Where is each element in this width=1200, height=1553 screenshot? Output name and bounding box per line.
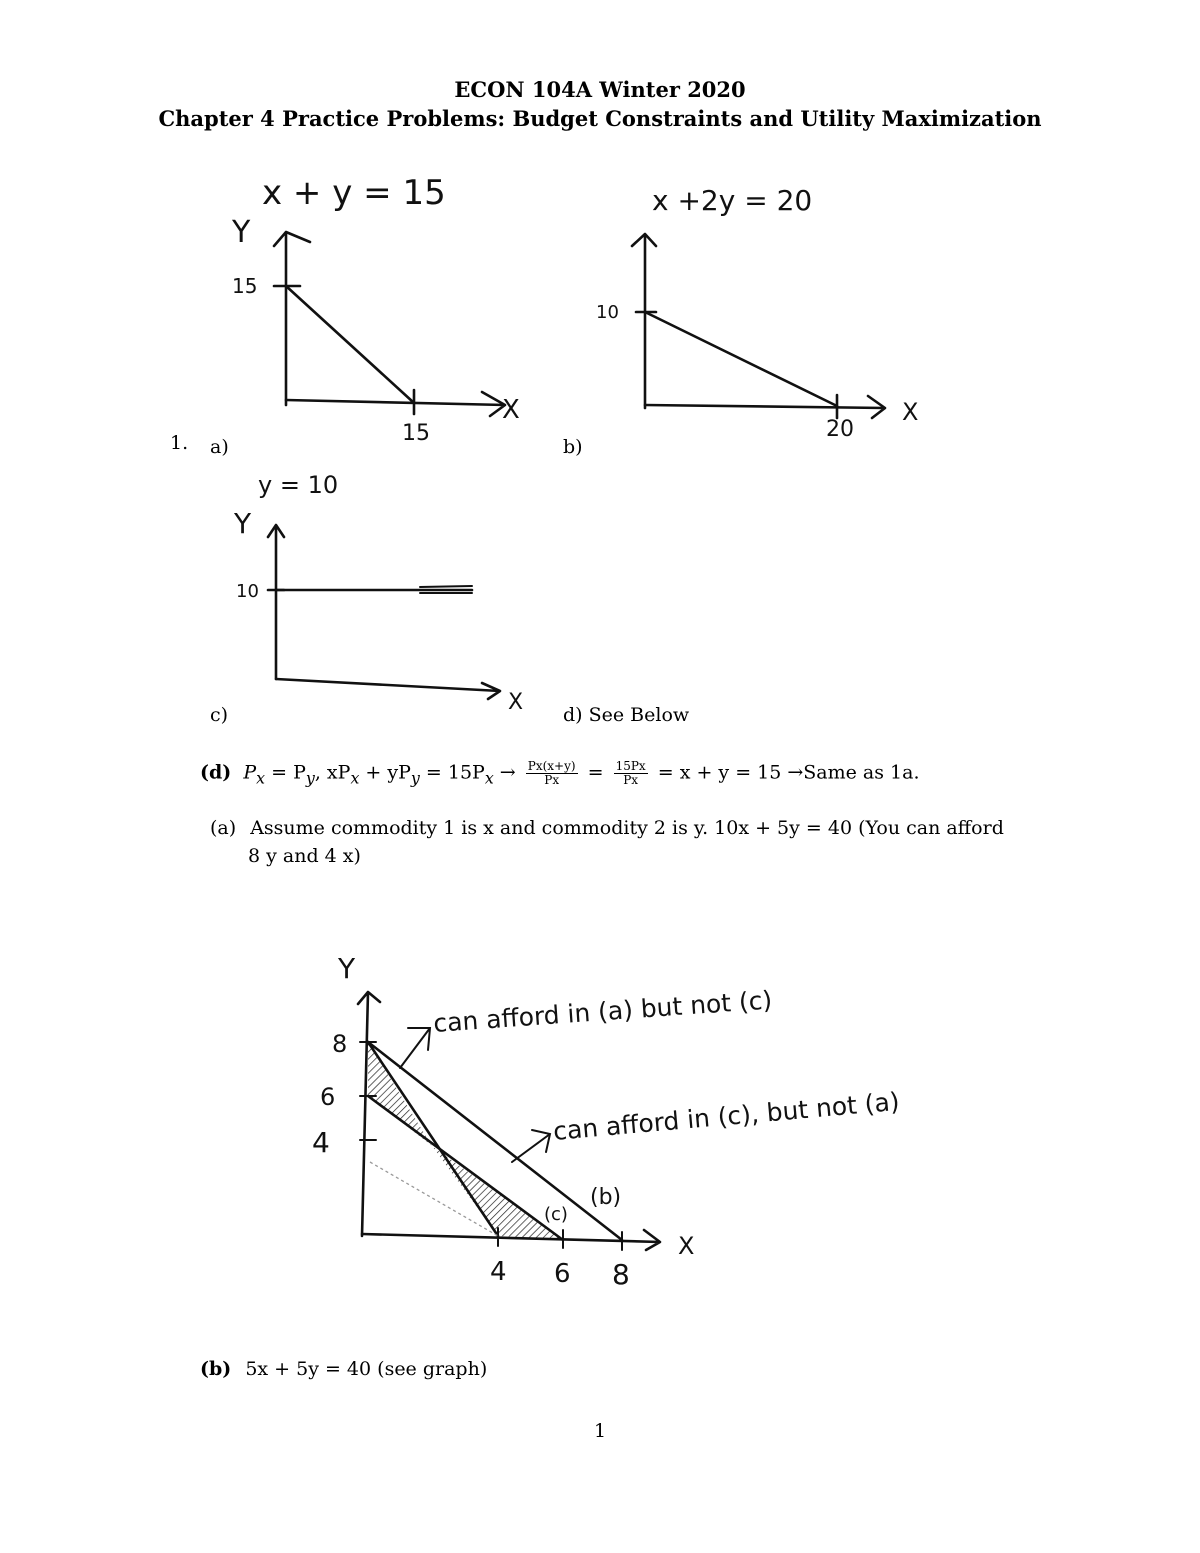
q1-number: 1.: [170, 432, 189, 454]
answer-a-text-line1: Assume commodity 1 is x and commodity 2 is y. 10x + 5y = 40 (You can afford: [250, 817, 1004, 839]
graph-b-y-axis: [632, 234, 656, 408]
graph-a-x-axis: [286, 392, 505, 416]
graph-a: [220, 170, 530, 450]
label-c: (c): [544, 1204, 568, 1225]
header-subtitle: Chapter 4 Practice Problems: Budget Constraints and Utility Maximization: [158, 106, 1042, 131]
graph-b-budget-line: [645, 312, 837, 406]
fraction-denominator: Px: [544, 773, 560, 787]
graph-c-x-axis: [276, 679, 500, 699]
graph-a-y-tick-label: 15: [232, 274, 258, 298]
answer-d-sub: x: [484, 768, 494, 788]
graph-a-label: a): [210, 436, 229, 458]
graph-b-x-tick-label: 20: [826, 417, 854, 442]
graph-b: [590, 180, 930, 450]
graph-c-y-axis-label: Y: [234, 507, 252, 540]
big-graph: [300, 950, 920, 1290]
graph-c-y-axis: [268, 525, 284, 679]
answer-d: [200, 760, 920, 787]
annotation-mid: can afford in (c), but not (a): [551, 1086, 901, 1146]
answer-d-seg1: P: [243, 761, 257, 784]
big-graph-y-tick-4: 4: [312, 1126, 330, 1159]
answer-b: [200, 1358, 487, 1380]
big-graph-y-axis: [358, 992, 380, 1236]
answer-d-seg6: = x + y = 15 →Same as 1a.: [651, 761, 920, 784]
graph-a-y-axis: [274, 232, 310, 405]
answer-d-seg3: , xP: [314, 761, 351, 784]
annotation-top-arrow: [400, 1028, 430, 1068]
fraction-numerator: Px(x+y): [527, 759, 576, 773]
big-graph-x-tick-6: 6: [554, 1259, 571, 1289]
graph-c-equation: y = 10: [258, 471, 339, 499]
big-graph-y-axis-label: Y: [338, 952, 356, 985]
answer-d-arrow: →: [493, 761, 522, 784]
graph-c-x-axis-label: X: [508, 690, 524, 715]
header-course: ECON 104A Winter 2020: [454, 77, 746, 102]
fraction-denominator: Px: [623, 773, 639, 787]
graph-b-x-axis: [645, 396, 885, 418]
graph-a-y-axis-label: Y: [232, 215, 251, 250]
answer-d-sub: y: [305, 768, 315, 788]
graph-b-label: b): [563, 436, 583, 458]
big-graph-y-tick-6: 6: [320, 1083, 336, 1111]
graph-a-x-axis-label: X: [502, 395, 520, 425]
answer-d-sub: x: [256, 768, 266, 788]
graph-a-budget-line: [286, 286, 413, 402]
big-graph-x-tick-4: 4: [490, 1257, 507, 1287]
graph-c: [220, 465, 540, 715]
answer-d-label: (d): [200, 761, 232, 784]
answer-d-equals: =: [581, 761, 610, 784]
annotation-top: can afford in (a) but not (c): [432, 985, 774, 1038]
budget-line-a: [368, 1042, 498, 1236]
part-d-note: d) See Below: [563, 704, 690, 726]
answer-b-label: (b): [200, 1358, 232, 1380]
fraction-numerator: 15Px: [615, 759, 646, 773]
graph-a-equation: x + y = 15: [262, 173, 446, 213]
graph-a-x-tick-label: 15: [402, 421, 430, 446]
label-b: (b): [590, 1185, 622, 1210]
graph-b-equation: x +2y = 20: [652, 184, 813, 217]
page-number: 1: [593, 1420, 607, 1442]
answer-d-seg4: + yP: [359, 761, 411, 784]
big-graph-x-tick-8: 8: [612, 1258, 630, 1291]
graph-b-y-tick-label: 10: [596, 302, 619, 323]
graph-b-x-axis-label: X: [902, 398, 919, 426]
answer-d-seg2: = P: [265, 761, 306, 784]
big-graph-x-axis-label: X: [678, 1232, 695, 1260]
answer-d-fraction-2: [614, 760, 648, 787]
annotation-mid-arrow: [512, 1130, 550, 1162]
graph-c-y-tick-label: 10: [236, 581, 259, 602]
answer-d-sub: y: [410, 768, 420, 788]
answer-a-text-line2: 8 y and 4 x): [248, 845, 361, 867]
answer-a-label: (a): [210, 817, 237, 839]
big-graph-y-tick-8: 8: [332, 1030, 348, 1058]
answer-a: [210, 817, 1110, 839]
graph-c-label: c): [210, 704, 229, 726]
answer-b-text: 5x + 5y = 40 (see graph): [245, 1358, 488, 1380]
answer-d-seg5: = 15P: [419, 761, 485, 784]
answer-d-sub: x: [350, 768, 360, 788]
answer-d-fraction-1: [526, 760, 578, 787]
